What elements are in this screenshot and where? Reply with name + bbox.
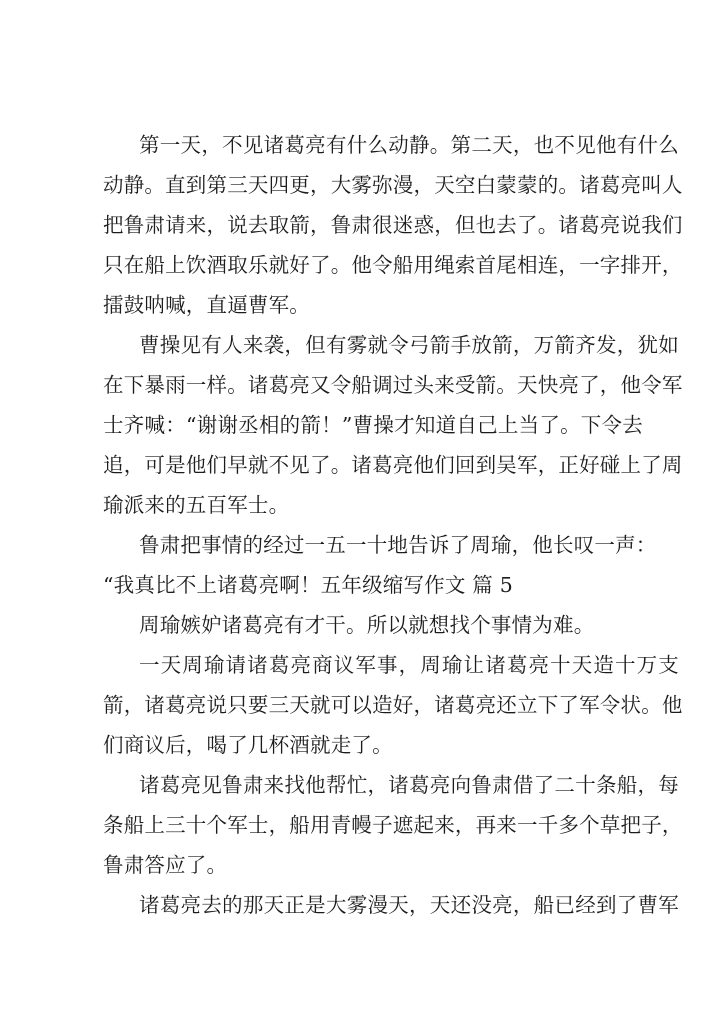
text-line: 们商议后，喝了几杯酒就走了。 bbox=[103, 733, 393, 757]
text-line: 曹操见有人来袭，但有雾就令弓箭手放箭，万箭齐发，犹如 bbox=[139, 333, 679, 357]
text-line: 瑜派来的五百军士。 bbox=[103, 493, 290, 517]
text-line: 第一天，不见诸葛亮有什么动静。第二天，也不见他有什么 bbox=[139, 133, 679, 157]
text-line: 周瑜嫉妒诸葛亮有才干。所以就想找个事情为难。 bbox=[139, 613, 595, 637]
section-heading-line: “我真比不上诸葛亮啊！五年级缩写作文 篇 5 bbox=[103, 573, 513, 597]
text-line: 诸葛亮去的那天正是大雾漫天，天还没亮，船已经到了曹军 bbox=[139, 893, 679, 917]
text-line: 条船上三十个军士，船用青幔子遮起来，再来一千多个草把子， bbox=[103, 813, 683, 837]
text-line: 一天周瑜请诸葛亮商议军事，周瑜让诸葛亮十天造十万支 bbox=[139, 653, 679, 677]
text-line: 追，可是他们早就不见了。诸葛亮他们回到吴军，正好碰上了周 bbox=[103, 453, 683, 477]
text-line: 鲁肃把事情的经过一五一十地告诉了周瑜，他长叹一声： bbox=[139, 533, 657, 557]
text-line: 只在船上饮酒取乐就好了。他令船用绳索首尾相连，一字排开， bbox=[103, 253, 683, 277]
text-line: 箭，诸葛亮说只要三天就可以造好，诸葛亮还立下了军令状。他 bbox=[103, 693, 683, 717]
text-line: 鲁肃答应了。 bbox=[103, 853, 228, 877]
text-line: 擂鼓呐喊，直逼曹军。 bbox=[103, 293, 310, 317]
text-line: 动静。直到第三天四更，大雾弥漫，天空白蒙蒙的。诸葛亮叫人 bbox=[103, 173, 683, 197]
text-line: 诸葛亮见鲁肃来找他帮忙，诸葛亮向鲁肃借了二十条船，每 bbox=[139, 773, 679, 797]
text-line: 士齐喊：“谢谢丞相的箭！”曹操才知道自己上当了。下令去 bbox=[103, 413, 643, 437]
text-line: 在下暴雨一样。诸葛亮又令船调过头来受箭。天快亮了，他令军 bbox=[103, 373, 683, 397]
text-line: 把鲁肃请来，说去取箭，鲁肃很迷惑，但也去了。诸葛亮说我们 bbox=[103, 213, 683, 237]
